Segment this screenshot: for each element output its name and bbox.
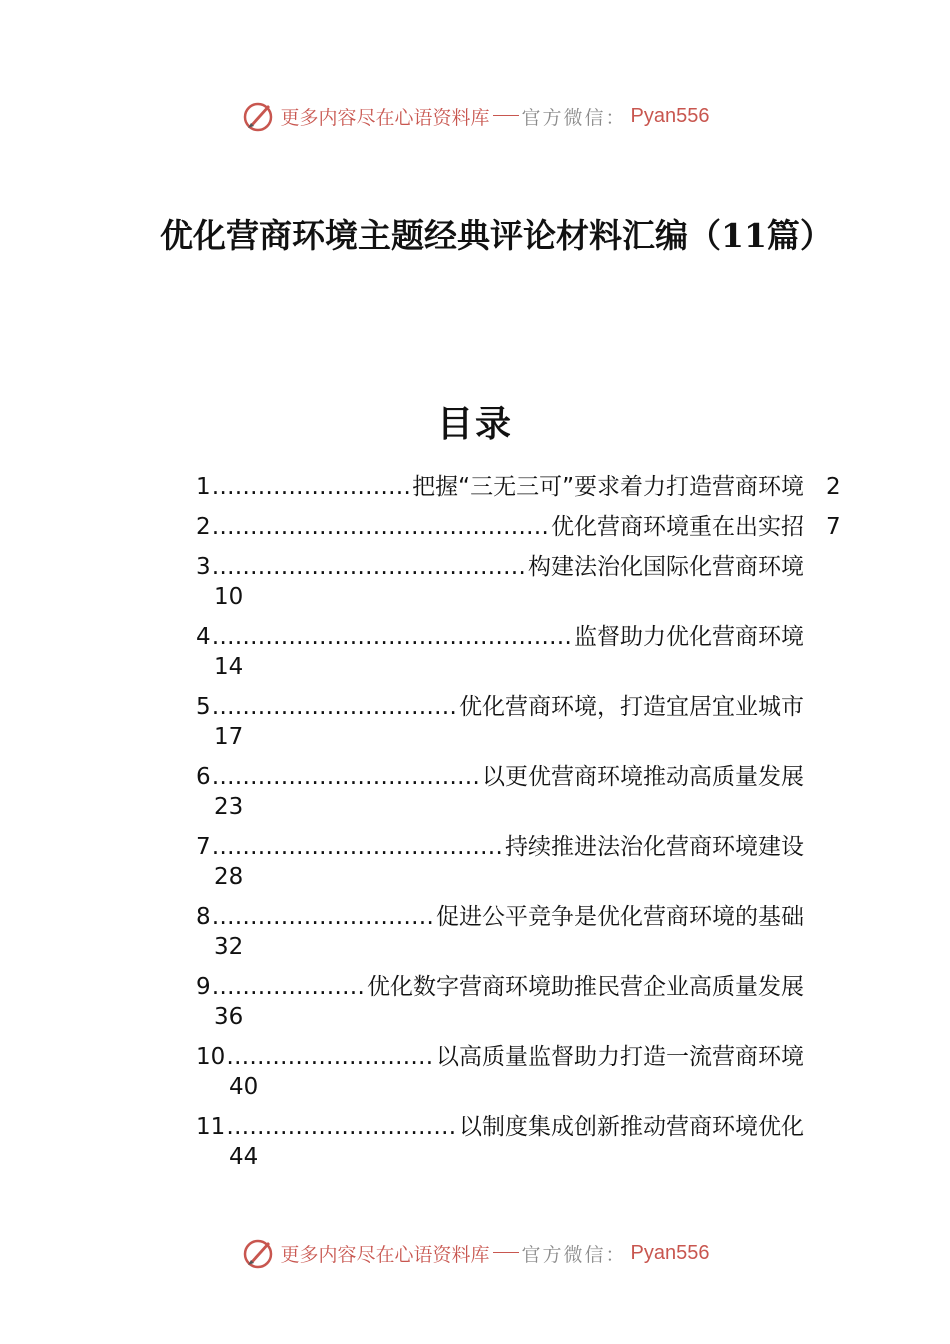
toc-entry-number: 11 xyxy=(196,1114,226,1140)
toc-entry-page: 17 xyxy=(214,724,244,750)
toc-leader-dots xyxy=(212,832,504,862)
wechat-id: Pyan556 xyxy=(630,1241,710,1264)
banner-text: 更多内容尽在心语资料库 xyxy=(280,1243,490,1266)
toc-entry-page: 28 xyxy=(214,864,244,890)
toc-leader-dots xyxy=(212,972,366,1002)
toc-leader-dots xyxy=(212,622,573,652)
toc-leader-dots xyxy=(212,512,550,542)
wechat-id: Pyan556 xyxy=(630,104,710,127)
toc-entry-number: 5 xyxy=(196,694,211,720)
toc-leader-dots xyxy=(212,472,412,502)
toc-entry-page: 7 xyxy=(826,514,841,540)
toc-entry[interactable] xyxy=(196,692,856,750)
toc-entry-number: 2 xyxy=(196,514,211,540)
document-title: 优化营商环境主题经典评论材料汇编（11篇） xyxy=(160,216,833,255)
toc-entry-page: 10 xyxy=(214,584,244,610)
banner-divider xyxy=(493,1252,519,1253)
toc-entry-title: 优化营商环境重在出实招 xyxy=(551,514,804,540)
toc-entry-page: 40 xyxy=(229,1074,259,1100)
wechat-label: 官方微信： xyxy=(521,106,627,129)
toc-leader-dots xyxy=(226,1112,458,1142)
toc-leader-dots xyxy=(212,692,458,722)
toc-entry[interactable] xyxy=(196,902,856,960)
quill-logo-icon xyxy=(241,1236,275,1270)
toc-entry[interactable] xyxy=(196,552,856,610)
header-banner xyxy=(0,96,950,136)
toc-entry[interactable] xyxy=(196,512,856,542)
toc-entry-page: 23 xyxy=(214,794,244,820)
toc-entry-number: 1 xyxy=(196,474,211,500)
toc-entry-number: 7 xyxy=(196,834,211,860)
toc-entry-title: 以高质量监督助力打造一流营商环境 xyxy=(436,1044,804,1070)
toc-entry-page: 14 xyxy=(214,654,244,680)
toc-entry-page: 36 xyxy=(214,1004,244,1030)
toc-entry-title: 把握“三无三可”要求着力打造营商环境 xyxy=(412,474,804,500)
toc-entry-title: 优化数字营商环境助推民营企业高质量发展 xyxy=(367,974,804,1000)
toc-entry-title: 促进公平竞争是优化营商环境的基础 xyxy=(436,904,804,930)
toc-entry[interactable] xyxy=(196,762,856,820)
toc-entry[interactable] xyxy=(196,1112,856,1170)
toc-entry[interactable] xyxy=(196,472,856,502)
toc-entry-title: 监督助力优化营商环境 xyxy=(574,624,804,650)
toc-entry-title: 以更优营商环境推动高质量发展 xyxy=(482,764,804,790)
toc-entry-title: 构建法治化国际化营商环境 xyxy=(528,554,804,580)
banner-text: 更多内容尽在心语资料库 xyxy=(280,106,490,129)
toc-entry[interactable] xyxy=(196,1042,856,1100)
toc-leader-dots xyxy=(226,1042,435,1072)
toc-entry-number: 3 xyxy=(196,554,211,580)
toc-leader-dots xyxy=(212,552,527,582)
toc-leader-dots xyxy=(212,762,481,792)
toc-entry-number: 9 xyxy=(196,974,211,1000)
toc-entry[interactable] xyxy=(196,832,856,890)
toc-entry-title: 以制度集成创新推动营商环境优化 xyxy=(459,1114,804,1140)
toc-entry-page: 44 xyxy=(229,1144,259,1170)
toc-entry-title: 优化营商环境，打造宜居宜业城市 xyxy=(459,694,804,720)
toc-entry-number: 4 xyxy=(196,624,211,650)
toc-entry-title: 持续推进法治化营商环境建设 xyxy=(505,834,804,860)
wechat-label: 官方微信： xyxy=(521,1243,627,1266)
toc-entry[interactable] xyxy=(196,622,856,680)
toc-entry[interactable] xyxy=(196,972,856,1030)
banner-divider xyxy=(493,115,519,116)
toc-entry-page: 2 xyxy=(826,474,841,500)
toc-heading: 目录 xyxy=(436,403,513,445)
footer-banner xyxy=(0,1233,950,1273)
toc-entry-number: 6 xyxy=(196,764,211,790)
quill-logo-icon xyxy=(241,99,275,133)
toc-leader-dots xyxy=(212,902,435,932)
toc-entry-page: 32 xyxy=(214,934,244,960)
toc-entry-number: 10 xyxy=(196,1044,226,1070)
toc-entry-number: 8 xyxy=(196,904,211,930)
